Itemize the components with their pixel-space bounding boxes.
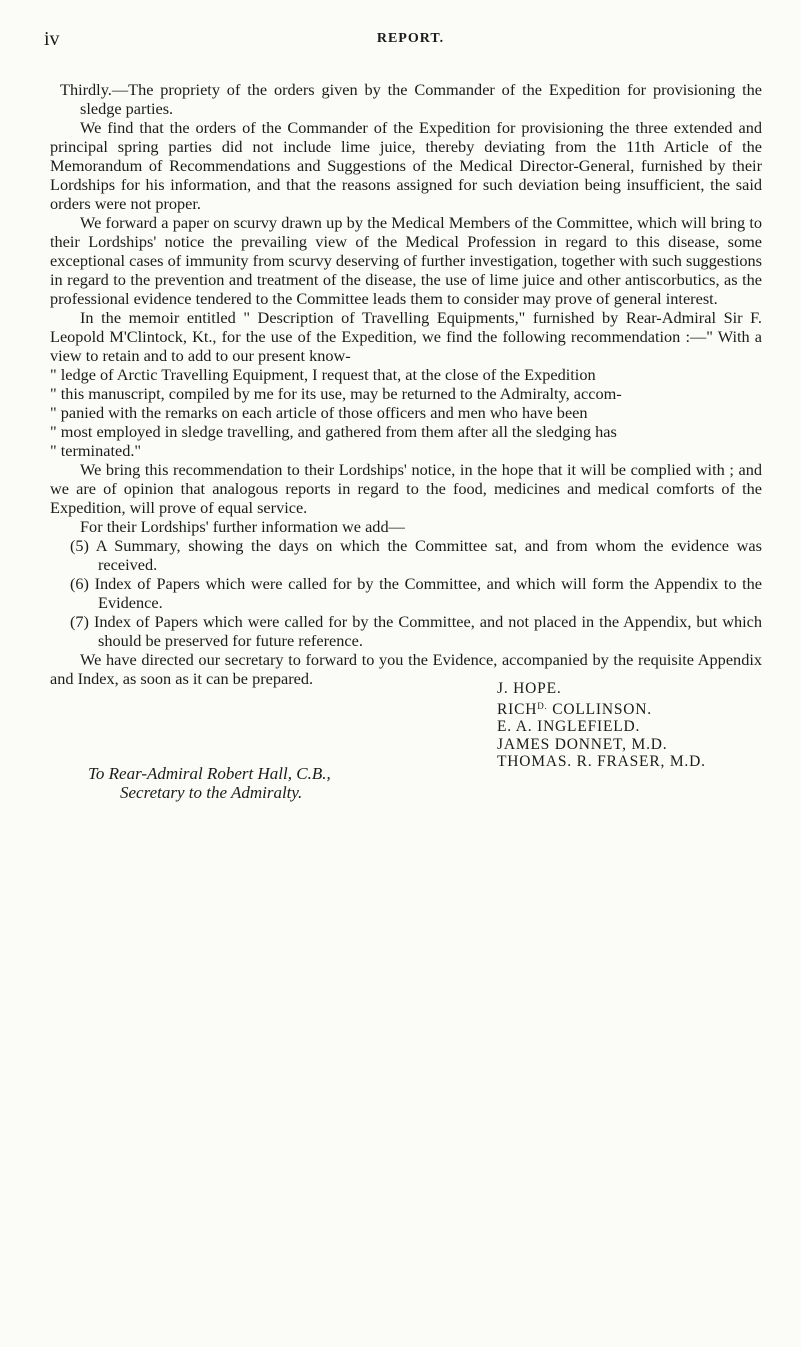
page-number: iv — [44, 28, 60, 50]
quote-line: " ledge of Arctic Travelling Equipment, I request that, at the close of the Expedition — [50, 365, 596, 384]
list-item: (5) A Summary, showing the days on which the Committee sat, and from whom the evidence was received. — [70, 536, 762, 574]
paragraph-scurvy-paper: We forward a paper on scurvy drawn up by the Medical Members of the Committee, which will bring to their Lordships' notice the prevailing view of the Medical Profession in regard to this disease, some exceptional cases of immunity from scurvy deserving of further investigation, together with such suggestions in regard to the prevention and treatment of the disease, the use of lime juice and other antiscorbutics, as the professional evidence tendered to the Committee leads them to consider may prove of general interest. — [50, 213, 762, 308]
quote-line: " terminated." — [50, 441, 142, 460]
addressee-line-1: To Rear-Admiral Robert Hall, C.B., — [88, 764, 331, 783]
section-heading-thirdly: Thirdly.—The propriety of the orders given by the Commander of the Expedition for provisioning the sledge parties. — [60, 80, 762, 118]
addressee-line-2: Secretary to the Admiralty. — [120, 783, 303, 802]
signature-collinson-prefix: RICH — [497, 700, 538, 718]
quote-line: " this manuscript, compiled by me for its use, may be returned to the Admiralty, accom- — [50, 384, 622, 403]
memoir-quote — [50, 365, 762, 460]
signature-collinson-sup: D. — [537, 700, 548, 711]
report-body — [50, 80, 762, 688]
quote-line: " most employed in sledge travelling, and gathered from them after all the sledging has — [50, 422, 617, 441]
running-head: REPORT. — [376, 31, 445, 46]
paragraph-recommendation: We bring this recommendation to their Lordships' notice, in the hope that it will be complied with ; and we are of opinion that analogous reports in regard to the food, medicines and medical comforts of the Expedition, will prove of equal service. — [50, 460, 762, 517]
signature-block — [497, 680, 706, 771]
list-item: (7) Index of Papers which were called for by the Committee, and not placed in the Appendix, but which should be preserved for future reference. — [70, 612, 762, 650]
signature-donnet: JAMES DONNET, M.D. — [497, 735, 668, 753]
list-item: (6) Index of Papers which were called for by the Committee, and which will form the Appendix to the Evidence. — [70, 574, 762, 612]
paragraph-further-info: For their Lordships' further information we add— — [80, 517, 405, 536]
addressee-block — [88, 764, 331, 802]
signature-inglefield: E. A. INGLEFIELD. — [497, 718, 641, 735]
paragraph-lime-juice: We find that the orders of the Commander of the Expedition for provisioning the three extended and principal spring parties did not include lime juice, thereby deviating from the 11th Article of the Memorandum of Recommendations and Suggestions of the Medical Director-General, furnished by their Lordships for his information, and that the reasons assigned for such deviation being insufficient, the said orders were not proper. — [50, 118, 762, 213]
enclosures-list — [50, 536, 762, 650]
signature-collinson — [497, 698, 706, 719]
paragraph-memoir-intro: In the memoir entitled " Description of Travelling Equipments," furnished by Rear-Admiral Sir F. Leopold M'Clintock, Kt., for the use of the Expedition, we find the following recommendation :—" With a view to retain and to add to our present know- — [50, 308, 762, 365]
paragraph-secretary: We have directed our secretary to forward to you the Evidence, accompanied by the requisite Appendix and Index, as soon as it can be prepared. — [50, 650, 762, 688]
signature-fraser: THOMAS. R. FRASER, M.D. — [497, 753, 706, 770]
signature-collinson-name: COLLINSON. — [547, 700, 652, 718]
quote-line: " panied with the remarks on each article of those officers and men who have been — [50, 403, 588, 422]
signature-hope: J. HOPE. — [497, 680, 562, 697]
